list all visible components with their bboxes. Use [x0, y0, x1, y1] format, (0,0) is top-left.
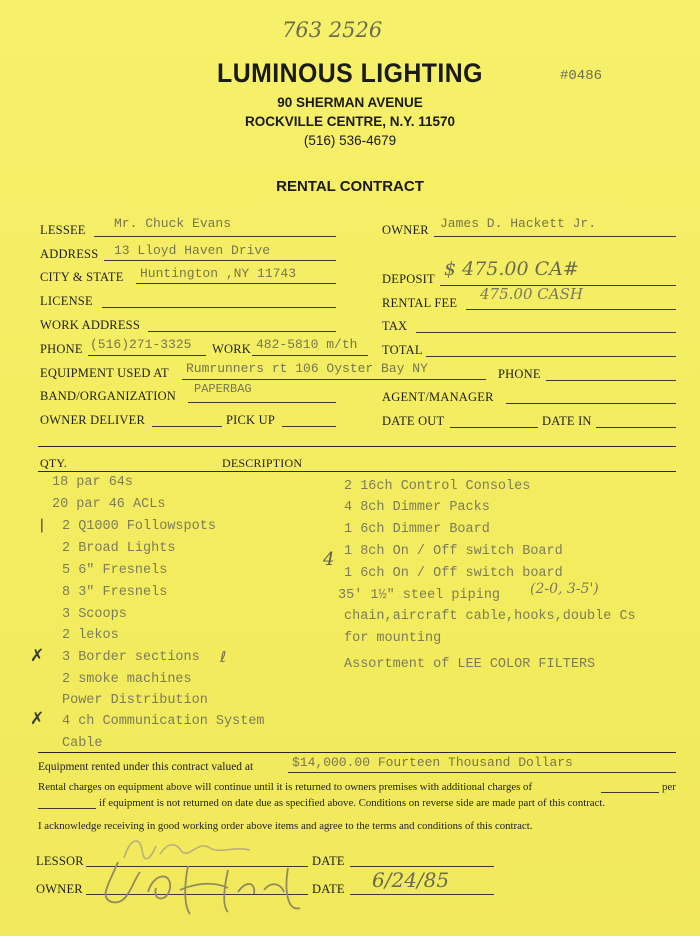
owner-date-label: DATE — [312, 882, 345, 896]
lessor-date-label: DATE — [312, 854, 345, 868]
rental-fee-label: RENTAL FEE — [382, 296, 458, 310]
address-value: 13 Lloyd Haven Drive — [114, 243, 271, 258]
table-header-rule — [38, 471, 676, 472]
owner-line — [434, 236, 676, 237]
charges-period-line — [38, 808, 96, 809]
list-item: Power Distribution — [62, 693, 208, 708]
total-label: TOTAL — [382, 343, 423, 357]
company-phone: (516) 536-4679 — [303, 133, 397, 148]
charges-per-text: per — [662, 781, 676, 793]
owner-value: James D. Hackett Jr. — [440, 216, 597, 231]
work-label: WORK — [212, 342, 251, 356]
bracket-number: 4 — [323, 549, 335, 570]
tax-line — [416, 332, 676, 333]
work-address-label: WORK ADDRESS — [40, 318, 140, 332]
charges-text-line2: if equipment is not returned on date due as specified above. Conditions on reverse side are made part of this contract. — [99, 797, 606, 809]
list-item: for mounting — [344, 631, 442, 646]
piping-note: (2-0, 3-5') — [530, 581, 599, 597]
city-state-label: CITY & STATE — [40, 270, 124, 284]
list-item: 4 8ch Dimmer Packs — [344, 500, 490, 515]
company-city: ROCKVILLE CENTRE, N.Y. 11570 — [244, 114, 456, 129]
phone-line — [88, 355, 206, 356]
phone-label: PHONE — [40, 342, 83, 356]
date-out-label: DATE OUT — [382, 414, 445, 428]
band-org-line — [188, 402, 336, 403]
date-in-line — [596, 427, 676, 428]
equipment-used-at-value: Rumrunners rt 106 Oyster Bay NY — [186, 361, 428, 376]
handwritten-phone-number: 763 2526 — [282, 18, 383, 42]
list-item: 1 6ch On / Off switch board — [344, 566, 563, 581]
equipment-used-at-label: EQUIPMENT USED AT — [40, 366, 169, 380]
rental-fee-value: 475.00 CASH — [480, 285, 583, 303]
description-header: DESCRIPTION — [222, 456, 303, 470]
lessor-label: LESSOR — [36, 854, 84, 868]
lessee-label: LESSEE — [40, 223, 86, 237]
work-phone-value: 482-5810 m/th — [256, 337, 358, 352]
address-label: ADDRESS — [40, 247, 99, 261]
list-item: 4 ch Communication System — [62, 714, 265, 729]
owner-deliver-label: OWNER DELIVER — [40, 413, 146, 427]
owner-date-line — [350, 894, 494, 895]
band-org-label: BAND/ORGANIZATION — [40, 389, 177, 403]
company-name: LUMINOUS LIGHTING — [217, 58, 483, 88]
list-item: 1 8ch On / Off switch Board — [344, 544, 563, 559]
total-line — [426, 356, 676, 357]
phone-value: (516)271-3325 — [90, 337, 192, 352]
list-item: 2 Q1000 Followspots — [62, 519, 216, 534]
band-org-value: PAPERBAG — [194, 382, 252, 396]
pick-up-line — [282, 426, 336, 427]
qty-header: QTY. — [40, 456, 67, 470]
table-top-rule — [38, 446, 676, 447]
list-item: 3 Border sections — [62, 650, 200, 665]
list-item: 35' 1½" steel piping — [338, 588, 501, 603]
owner-date-value: 6/24/85 — [372, 868, 450, 892]
work-line — [252, 355, 368, 356]
list-item: 2 Broad Lights — [62, 541, 176, 556]
address-line — [104, 260, 336, 261]
pick-up-label: PICK UP — [226, 413, 275, 427]
city-state-value: Huntington ,NY 11743 — [140, 266, 297, 281]
list-item: 5 6" Fresnels — [62, 563, 168, 578]
lessee-value: Mr. Chuck Evans — [114, 216, 232, 231]
charges-amount-line — [601, 792, 659, 793]
company-street: 90 SHERMAN AVENUE — [277, 95, 423, 110]
owner-deliver-line — [152, 426, 222, 427]
list-item: 2 lekos — [62, 628, 119, 643]
equipment-used-at-line — [182, 379, 486, 380]
acknowledge-text: I acknowledge receiving in good working order above items and agree to the terms and conditions of this contract. — [38, 820, 533, 832]
license-label: LICENSE — [40, 294, 93, 308]
list-item: 3 Scoops — [62, 607, 127, 622]
deposit-label: DEPOSIT — [382, 272, 435, 286]
rental-fee-line — [466, 309, 676, 310]
tick-mark-icon: ℓ — [220, 648, 227, 666]
contract-number: #0486 — [560, 68, 603, 84]
list-item: chain,aircraft cable,hooks,double Cs — [344, 609, 636, 624]
valued-at-text: Equipment rented under this contract valued at — [38, 761, 254, 773]
list-item: 1 6ch Dimmer Board — [344, 522, 490, 537]
lessee-line — [94, 236, 336, 237]
valued-at-value: $14,000.00 Fourteen Thousand Dollars — [292, 755, 573, 770]
license-line — [102, 307, 336, 308]
charges-text-line1: Rental charges on equipment above will continue until it is returned to owners premises with additional charges of — [38, 781, 533, 793]
date-out-line — [450, 427, 538, 428]
phone2-line — [546, 380, 676, 381]
date-in-label: DATE IN — [542, 414, 592, 428]
list-item: 2 smoke machines — [62, 672, 192, 687]
lessor-date-line — [350, 866, 494, 867]
list-item: Assortment of LEE COLOR FILTERS — [344, 657, 596, 672]
work-address-line — [148, 331, 336, 332]
list-item: 20 par 46 ACLs — [52, 497, 166, 512]
form-title: RENTAL CONTRACT — [276, 178, 424, 195]
phone2-label: PHONE — [498, 367, 541, 381]
tick-mark-icon: ❘ — [36, 517, 48, 533]
owner-sign-label: OWNER — [36, 882, 83, 896]
tax-label: TAX — [382, 319, 408, 333]
owner-label: OWNER — [382, 223, 429, 237]
cross-mark-icon: ✗ — [30, 709, 45, 729]
deposit-value: $ 475.00 CA# — [444, 258, 579, 280]
list-item: 18 par 64s — [52, 475, 134, 490]
city-state-line — [136, 283, 336, 284]
table-bottom-rule — [38, 752, 676, 753]
agent-manager-label: AGENT/MANAGER — [382, 390, 494, 404]
cross-mark-icon: ✗ — [30, 646, 45, 666]
list-item: 8 3" Fresnels — [62, 585, 168, 600]
valued-at-line — [288, 772, 676, 773]
list-item: Cable — [62, 736, 103, 751]
owner-signature-icon — [88, 852, 308, 922]
agent-manager-line — [506, 403, 676, 404]
list-item: 2 16ch Control Consoles — [344, 479, 531, 494]
